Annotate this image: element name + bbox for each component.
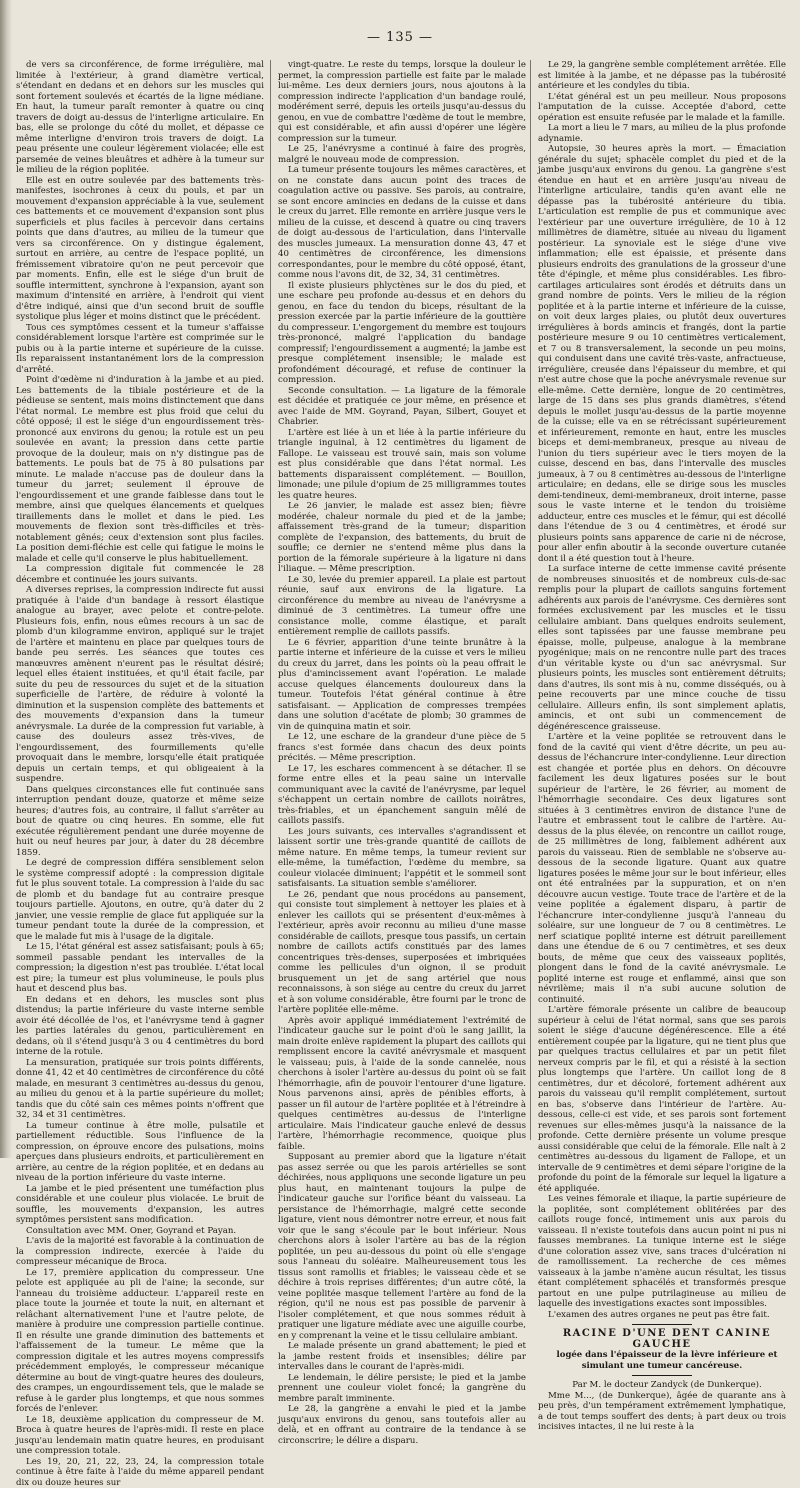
- paragraph: Consultation avec MM. Oner, Goyrand et Payan.: [16, 1226, 264, 1237]
- paragraph: L'artère est liée à un et liée à la partie inférieure du triangle inguinal, à 12 centimètres du ligament de Fallope. Le vaisseau est trouvé sain, mais son volume est plus considérable que dans l'état normal. Les battements disparaissent complétement. — Bouillon, limonade; une pilule d'opium de 25 milligrammes toutes les quatre heures.: [278, 428, 526, 502]
- paragraph: Le 28, la gangrène a envahi le pied et la jambe jusqu'aux environs du genou, sans toutefois aller au delà, et en offrant au contraire de la tendance à se circonscrire; le délire a disparu.: [278, 1404, 526, 1446]
- paragraph: de vers sa circonférence, de forme irrégulière, mal limitée à l'extérieur, à grand diamètre vertical, s'étendant en dedans et en dehors sur les muscles qui sont fortement soulevés et écartés de la ligne médiane. En haut, la tumeur paraît remonter à quatre ou cinq travers de doigt au-dessus de l'interligne articulaire. En bas, elle se prolonge du côté du mollet, et dépasse ce même interligne d'environ trois travers de doigt. La peau présente une couleur légèrement violacée; elle est parsemée de veines bleuâtres et adhère à la tumeur sur le milieu de la région poplitée.: [16, 60, 264, 176]
- column-3: [538, 60, 786, 1140]
- paragraph: Mme M..., (de Dunkerque), âgée de quarante ans à peu près, d'un tempérament extrêmement lymphatique, a de tout temps souffert des dents; à part deux ou trois incisives intactes, il ne lui reste à la: [538, 1391, 786, 1433]
- paragraph: La jambe et le pied présentent une tuméfaction plus considérable et une couleur plus violacée. Le bruit de souffle, les mouvements d'expansion, les autres symptômes persistent sans modification.: [16, 1184, 264, 1226]
- paragraph: Le malade présente un grand abattement; le pied et la jambe restent froids et insensibles; délire par intervalles dans le courant de l'après-midi.: [278, 1341, 526, 1373]
- paragraph: Autopsie, 30 heures après la mort. — Émaciation générale du sujet; sphacèle complet du pied et de la jambe jusqu'aux environs du genou. La gangrène s'est étendue en haut et en arrière jusqu'au niveau de l'interligne articulaire, tandis qu'en avant elle ne dépasse pas la tubérosité antérieure du tibia. L'articulation est remplie de pus et communique avec l'extérieur par une ouverture irrégulière, de 10 à 12 millimètres de diamètre, située au niveau du ligament postérieur. La synoviale est le siége d'une vive inflammation; elle est épaissie, et présente dans plusieurs endroits des granulations de la grosseur d'une tête d'épingle, et même plus considérables. Les fibro-cartilages articulaires sont érodés et détruits dans un grand nombre de points. Vers le milieu de la région poplitée et à la partie interne et inférieure de la cuisse, on voit deux larges plaies, ou plutôt deux ouvertures irrégulières à bords amincis et frangés, dont la partie postérieure mesure 9 ou 10 centimètres verticalement, et 7 ou 8 transversalement, la seconde un peu moins, qui conduisent dans une cavité très-vaste, anfractueuse, irrégulière, creusée dans l'épaisseur du membre, et qui n'est autre chose que la poche anévrysmale revenue sur elle-même. Cette dernière, longue de 20 centimètres, large de 15 dans ses plus grands diamètres, s'étend depuis le mollet jusqu'au-dessus de la partie moyenne de la cuisse; elle va en se rétrécissant supérieurement et inférieurement, remonte en haut, entre les muscles biceps et demi-membraneux, presque au niveau de l'union du tiers supérieur avec le tiers moyen de la cuisse, descend en bas, dans l'intervalle des muscles jumeaux, à 7 ou 8 centimètres au-dessous de l'interligne articulaire; en dedans, elle se dirige sous les muscles demi-tendineux, demi-membraneux, droit interne, passe sous le vaste interne et le tendon du troisième adducteur, entre ces muscles et le fémur, qui est décollé dans l'étendue de 3 ou 4 centimètres, et érodé sur plusieurs points sans apparence de carie ni de nécrose, pour aller enfin aboutir à la seconde ouverture cutanée dont il a été question tout à l'heure.: [538, 144, 786, 564]
- paragraph: Le 18, deuxième application du compresseur de M. Broca à quatre heures de l'après-midi. Il reste en place jusqu'au lendemain matin quatre heures, en produisant une compression totale.: [16, 1415, 264, 1457]
- article-author: Par M. le docteur Zandyck (de Dunkerque).: [538, 1380, 786, 1391]
- paragraph: Le 17, première application du compresseur. Une pelote est appliquée au pli de l'aine; la seconde, sur l'anneau du troisième adducteur. L'appareil reste en place toute la journée et toute la nuit, en alternant et relâchant alternativement l'une et l'autre pelote, de manière à produire une compression partielle continue. Il en résulte une grande diminution des battements et l'affaissement de la tumeur. Le même que la compression digitale et les autres moyens compressifs précédemment employés, le compresseur mécanique détermine au bout de vingt-quatre heures des douleurs, des crampes, un engourdissement tels, que le malade se refuse à le garder plus longtemps, et que nous sommes forcés de l'enlever.: [16, 1268, 264, 1415]
- paragraph: Il existe plusieurs phlyctènes sur le dos du pied, et une eschare peu profonde au-dessus et en dehors du genou, en face du tendon du biceps, résultant de la pression exercée par la partie inférieure de la gouttière du compresseur. L'engorgement du membre est toujours très-prononcé, malgré l'application du bandage compressif; l'engourdissement a augmenté; la jambe est presque complétement insensible; le malade est profondément découragé, et refuse de continuer la compression.: [278, 281, 526, 386]
- paragraph: Le 12, une eschare de la grandeur d'une pièce de 5 francs s'est formée dans chacun des deux points précités. — Même prescription.: [278, 732, 526, 764]
- paragraph: La mort a lieu le 7 mars, au milieu de la plus profonde adynamie.: [538, 123, 786, 144]
- paragraph: Tous ces symptômes cessent et la tumeur s'affaisse considérablement lorsque l'artère est comprimée sur le pubis ou à la partie interne et supérieure de la cuisse. Ils reparaissent instantanément lors de la compression d'arrêté.: [16, 323, 264, 376]
- separator-rule: [632, 1375, 692, 1376]
- paragraph: L'examen des autres organes ne peut pas être fait.: [538, 1310, 786, 1321]
- paragraph: L'artère et la veine poplitée se retrouvent dans le fond de la cavité qui vient d'être décrite, un peu au-dessus de l'échancrure inter-condylienne. Leur direction est changée et portée plus en dehors. On découvre facilement les deux ligatures posées sur le bout supérieur de l'artère, le 26 février, au moment de l'hémorrhagie secondaire. Ces deux ligatures sont situées à 3 centimètres environ de distance l'une de l'autre et embrassent tout le calibre de l'artère. Au-dessus de la plus élevée, on rencontre un caillot rouge, de 25 millimètres de long, faiblement adhérent aux parois du vaisseau. Rien de semblable ne s'observe au-dessous de la seconde ligature. Quant aux quatre ligatures posées le même jour sur le bout inférieur, elles ont été entraînées par la suppuration, et on n'en découvre aucun vestige. Toute trace de l'artère et de la veine poplitée a également disparu, à partir de l'échancrure inter-condylienne jusqu'à l'anneau du soléaire, sur une longueur de 7 ou 8 centimètres. Le nerf sciatique poplité interne est détruit pareillement dans une étendue de 6 ou 7 centimètres, et ses deux bouts, de même que ceux des vaisseaux poplités, plongent dans le fond de la cavité anévrysmale. Le poplité interne est rouge et enflammé, ainsi que son névrilème; mais il n'a subi aucune solution de continuité.: [538, 732, 786, 1005]
- binding-gutter: [0, 0, 12, 1158]
- paragraph: Le lendemain, le délire persiste; le pied et la jambe prennent une couleur violet foncé; la gangrène du membre paraît imminente.: [278, 1373, 526, 1405]
- paragraph: A diverses reprises, la compression indirecte fut aussi pratiquée à l'aide d'un bandage à ressort élastique analogue au brayer, avec pelote et contre-pelote. Plusieurs fois, enfin, nous eûmes recours à un sac de plomb d'un kilogramme environ, appliqué sur le trajet de l'artère et maintenu en place par quelques tours de bande peu serrés. Les séances que toutes ces manœuvres amènent n'eurent pas le résultat désiré; lequel elles étaient instituées, et qu'il était facile, par suite du peu de ressources du sujet et de la situation superficielle de l'artère, de réduire à volonté la diminution et la suspension complète des battements et des mouvements d'expansion dans la tumeur anévrysmale. La durée de la compression fut variable, à cause des douleurs assez très-vives, de l'engourdissement, des fourmillements qu'elle provoquait dans le membre, lorsqu'elle était pratiquée depuis un certain temps, et qui obligeaient à la suspendre.: [16, 585, 264, 785]
- paragraph: Elle est en outre soulevée par des battements très-manifestes, isochrones à ceux du pouls, et par un mouvement d'expansion appréciable à la vue, seulement ces battements et ce mouvement d'expansion sont plus superficiels et plus faciles à percevoir dans certains points que dans d'autres, au milieu de la tumeur que vers sa circonférence. On y distingue également, surtout en arrière, au centre de l'espace poplité, un frémissement vibratoire qu'on ne peut percevoir que par moments. Enfin, elle est le siége d'un bruit de souffle intermittent, synchrone à l'expansion, ayant son maximum d'intensité en arrière, à l'endroit qui vient d'être indiqué, ainsi que d'un second bruit de souffle systolique plus léger et moins distinct que le précédent.: [16, 176, 264, 323]
- column-divider: [530, 60, 531, 1140]
- paragraph: vingt-quatre. Le reste du temps, lorsque la douleur le permet, la compression partielle est faite par le malade lui-même. Les deux derniers jours, nous ajoutons à la compression indirecte l'application d'un bandage roulé, modérément serré, depuis les orteils jusqu'au-dessus du genou, en vue de combattre l'œdème de tout le membre, qui est considérable, et afin aussi d'opérer une légère compression sur la tumeur.: [278, 60, 526, 144]
- paragraph: Les jours suivants, ces intervalles s'agrandissent et laissent sortir une très-grande quantité de caillots de même nature. En même temps, la tumeur revient sur elle-même, la tuméfaction, l'œdème du membre, sa couleur violacée diminuent; l'appétit et le sommeil sont satisfaisants. La situation semble s'améliorer.: [278, 827, 526, 890]
- article-subtitle: logée dans l'épaisseur de la lèvre inférieure et simulant une tumeur cancéreuse.: [538, 1350, 786, 1371]
- paragraph: Dans quelques circonstances elle fut continuée sans interruption pendant douze, quatorze et même seize heures; d'autres fois, au contraire, il fallut s'arrêter au bout de quatre ou cinq heures. En somme, elle fut exécutée régulièrement pendant une durée moyenne de huit ou neuf heures par jour, à dater du 28 décembre 1859.: [16, 785, 264, 859]
- paragraph: L'avis de la majorité est favorable à la continuation de la compression indirecte, exercée à l'aide du compresseur mécanique de Broca.: [16, 1236, 264, 1268]
- paragraph: Le 26, pendant que nous procédons au pansement, qui consiste tout simplement à nettoyer les plaies et à enlever les caillots qui se présentent d'eux-mêmes à l'extérieur, après avoir reconnu au milieu d'une masse considérable de caillots, presque tous passifs, un certain nombre de caillots actifs constitués par des lames concentriques très-denses, superposées et imbriquées comme les pellicules d'un oignon, il se produit brusquement un jet de sang artériel que nous reconnaissons, à son siége au centre du creux du jarret et à son volume considérable, être fourni par le tronc de l'artère poplitée elle-même.: [278, 890, 526, 1016]
- paragraph: La mensuration, pratiquée sur trois points différents, donne 41, 42 et 40 centimètres de circonférence du côté malade, en mesurant 3 centimètres au-dessus du genou, au milieu du genou et à la partie supérieure du mollet; tandis que du côté sain ces mêmes points n'offrent que 32, 34 et 31 centimètres.: [16, 1058, 264, 1121]
- paragraph: Supposant au premier abord que la ligature n'était pas assez serrée ou que les parois artérielles se sont déchirées, nous appliquons une seconde ligature un peu plus haut, en maintenant toujours la pulpe de l'indicateur gauche sur l'orifice béant du vaisseau. La persistance de l'hémorrhagie, malgré cette seconde ligature, vient nous démontrer notre erreur, et nous fait voir que le sang s'écoule par le bout inférieur. Nous cherchons alors à isoler l'artère au bas de la région poplitée, un peu au-dessous du point où elle s'engage sous l'anneau du soléaire. Malheureusement tous les tissus sont ramollis et friables; le vaisseau cède et se déchire à trois reprises différentes; d'un autre côté, la veine poplitée masque tellement l'artère au fond de la région, qu'il ne nous est pas possible de parvenir à l'isoler complétement, et que nous sommes réduit à pratiquer une ligature médiate avec une aiguille courbe, en y comprenant la veine et le tissu cellulaire ambiant.: [278, 1152, 526, 1341]
- paragraph: Le 15, l'état général est assez satisfaisant; pouls à 65; sommeil passable pendant les intervalles de la compression; la digestion n'est pas troublée. L'état local est pire; la tumeur est plus volumineuse, le pouls plus haut et descend plus bas.: [16, 942, 264, 995]
- paragraph: Le 25, l'anévrysme a continué à faire des progrès, malgré le nouveau mode de compression.: [278, 144, 526, 165]
- paragraph: La tumeur continue à être molle, pulsatile et partiellement réductible. Sous l'influence de la compression, on éprouve encore des pulsations, moins aperçues dans plusieurs endroits, et particulièrement en arrière, au centre de la région poplitée, et en dedans au niveau de la portion inférieure du vaste interne.: [16, 1121, 264, 1184]
- paragraph: Seconde consultation. — La ligature de la fémorale est décidée et pratiquée ce jour même, en présence et avec l'aide de MM. Goyrand, Payan, Silbert, Gouyet et Chabrier.: [278, 386, 526, 428]
- paragraph: Les veines fémorale et iliaque, la partie supérieure de la poplitée, sont complétement oblitérées par des caillots rouge foncé, intimement unis aux parois du vaisseau. Il n'existe toutefois dans aucun point ni pus ni fausses membranes. La tunique interne est le siége d'une coloration assez vive, sans traces d'ulcération ni de ramollissement. La recherche de ces mêmes vaisseaux à la jambe n'amène aucun résultat, les tissus étant complétement sphacélés et transformés presque partout en une pulpe putrilagineuse au milieu de laquelle des investigations exactes sont impossibles.: [538, 1194, 786, 1310]
- paragraph: La tumeur présente toujours les mêmes caractères, et on ne constate dans aucun point des traces de coagulation active ou passive. Ses parois, au contraire, se sont encore amincies en dedans de la cuisse et dans le creux du jarret. Elle remonte en arrière jusque vers le milieu de la cuisse, et descend à quatre ou cinq travers de doigt au-dessous de l'articulation, dans l'intervalle des muscles jumeaux. La mensuration donne 43, 47 et 40 centimètres de circonférence, les dimensions correspondantes, pour le membre du côté opposé, étant, comme nous l'avons dit, de 32, 34, 31 centimètres.: [278, 165, 526, 281]
- paragraph: La surface interne de cette immense cavité présente de nombreuses sinuosités et de nombreux culs-de-sac remplis pour la plupart de caillots sanguins fortement adhérents aux parois de l'anévrysme. Ces dernières sont formées exclusivement par les muscles et le tissu cellulaire ambiant. Dans quelques endroits seulement, elles sont tapissées par une fausse membrane peu épaisse, molle, pulpeuse, analogue à la membrane pyogénique; mais on ne rencontre nulle part des traces d'un véritable kyste ou d'un sac anévrysmal. Sur plusieurs points, les muscles sont entièrement détruits; dans d'autres, ils sont mis à nu, comme disséqués, ou à peine recouverts par une mince couche de tissu cellulaire. Ailleurs enfin, ils sont simplement aplatis, amincis, et ont subi un commencement de dégénérescence graisseuse.: [538, 564, 786, 732]
- paragraph: Le 6 février, apparition d'une teinte brunâtre à la partie interne et inférieure de la cuisse et vers le milieu du creux du jarret, dans les points où la peau offrait le plus d'amincissement avant l'opération. Le malade accuse quelques élancements douloureux dans la tumeur. Toutefois l'état général continue à être satisfaisant. — Application de compresses trempées dans une solution d'acétate de plomb; 30 grammes de vin de quinquina matin et soir.: [278, 638, 526, 733]
- column-2: [278, 60, 526, 1140]
- paragraph: Après avoir appliqué immédiatement l'extrémité de l'indicateur gauche sur le point d'où le sang jaillit, la main droite enlève rapidement la plupart des caillots qui remplissent encore la cavité anévrysmale et masquent le vaisseau; puis, à l'aide de la sonde cannelée, nous cherchons à isoler l'artère au-dessus du point où se fait l'hémorrhagie, afin de pouvoir l'entourer d'une ligature. Nous parvenons ainsi, après de pénibles efforts, à passer un fil autour de l'artère poplitée et à l'étreindre à quelques centimètres au-dessus de l'interligne articulaire. Mais l'indicateur gauche enlevé de dessus l'artère, l'hémorrhagie recommence, quoique plus faible.: [278, 1016, 526, 1153]
- column-divider: [270, 60, 271, 1140]
- article-title: RACINE D'UNE DENT CANINE GAUCHE: [538, 1329, 786, 1350]
- column-1: [16, 60, 264, 1140]
- paragraph: L'artère fémorale présente un calibre de beaucoup supérieur à celui de l'état normal, sans que ses parois soient le siége d'aucune dégénérescence. Elle a été entièrement coupée par la ligature, qui ne tient plus que par quelques tractus cellulaires et par un petit filet nerveux compris par le fil, et qui a résisté à la section plus longtemps que l'artère. Un caillot long de 8 centimètres, dur et décoloré, fortement adhérent aux parois du vaisseau qu'il remplit complétement, surtout en bas, s'observe dans l'intérieur de l'artère. Au-dessous, celle-ci est vide, et ses parois sont fortement revenues sur elles-mêmes jusqu'à la naissance de la profonde. Cette dernière présente un volume presque aussi considérable que celui de la fémorale. Elle naît à 2 centimètres au-dessous du ligament de Fallope, et un intervalle de 9 centimètres et demi sépare l'origine de la profonde du point de la fémorale sur lequel la ligature a été appliquée.: [538, 1005, 786, 1194]
- paragraph: Le 30, levée du premier appareil. La plaie est partout réunie, sauf aux environs de la ligature. La circonférence du membre au niveau de l'anévrysme a diminué de 3 centimètres. La tumeur offre une consistance molle, comme élastique, et paraît entièrement remplie de caillots passifs.: [278, 575, 526, 638]
- separator-rule: [632, 1324, 692, 1325]
- paragraph: Le 17, les eschares commencent à se détacher. Il se forme entre elles et la peau saine un intervalle communiquant avec la cavité de l'anévrysme, par lequel s'échappent un certain nombre de caillots noirâtres, très-friables, et un épanchement sanguin mêlé de caillots passifs.: [278, 764, 526, 827]
- paragraph: Point d'œdème ni d'induration à la jambe et au pied. Les battements de la tibiale postérieure et de la pédieuse se sentent, mais moins distinctement que dans l'état normal. Le membre est plus froid que celui du côté opposé; il est le siége d'un engourdissement très-prononcé aux environs du genou; la rotule est un peu soulevée en avant; la pression dans cette partie provoque de la douleur, mais on n'y distingue pas de battements. Le pouls bat de 75 à 80 pulsations par minute. Le malade n'accuse pas de douleur dans la tumeur du jarret; seulement il éprouve de l'engourdissement et une grande faiblesse dans tout le membre, ainsi que quelques élancements et quelques tiraillements dans le mollet et dans le pied. Les mouvements de flexion sont très-difficiles et très-notablement gênés; ceux d'extension sont plus faciles. La position demi-fléchie est celle qui fatigue le moins le malade et celle qu'il conserve le plus habituellement.: [16, 375, 264, 564]
- paragraph: Le 26 janvier, le malade est assez bien; fièvre modérée, chaleur normale du pied et de la jambe; affaissement très-grand de la tumeur; disparition complète de l'expansion, des battements, du bruit de souffle; ce dernier ne s'entend même plus dans la portion de la fémorale supérieure à la ligature ni dans l'iliaque. — Même prescription.: [278, 501, 526, 575]
- paragraph: La compression digitale fut commencée le 28 décembre et continuée les jours suivants.: [16, 564, 264, 585]
- paragraph: L'état général est un peu meilleur. Nous proposons l'amputation de la cuisse. Acceptée d'abord, cette opération est ensuite refusée par le malade et la famille.: [538, 92, 786, 124]
- paragraph: Le degré de compression différa sensiblement selon le système compressif adopté : la compression digitale fut le plus souvent totale. La compression à l'aide du sac de plomb et du bandage fut au contraire presque toujours partielle. Ajoutons, en outre, qu'à dater du 2 janvier, une vessie remplie de glace fut appliquée sur la tumeur pendant toute la durée de la compression, et que le malade fut mis à l'usage de la digitale.: [16, 858, 264, 942]
- paragraph: Les 19, 20, 21, 22, 23, 24, la compression totale continue à être faite à l'aide du même appareil pendant dix ou douze heures sur: [16, 1457, 264, 1488]
- paragraph: En dedans et en dehors, les muscles sont plus distendus; la partie inférieure du vaste interne semble avoir été décollée de l'os, et l'anévrysme tend à gagner les parties latérales du genou, particulièrement en dedans, où il s'étend jusqu'à 3 ou 4 centimètres du bord interne de la rotule.: [16, 995, 264, 1058]
- paragraph: Le 29, la gangrène semble complétement arrêtée. Elle est limitée à la jambe, et ne dépasse pas la tubérosité antérieure et les condyles du tibia.: [538, 60, 786, 92]
- page-number: — 135 —: [0, 30, 800, 45]
